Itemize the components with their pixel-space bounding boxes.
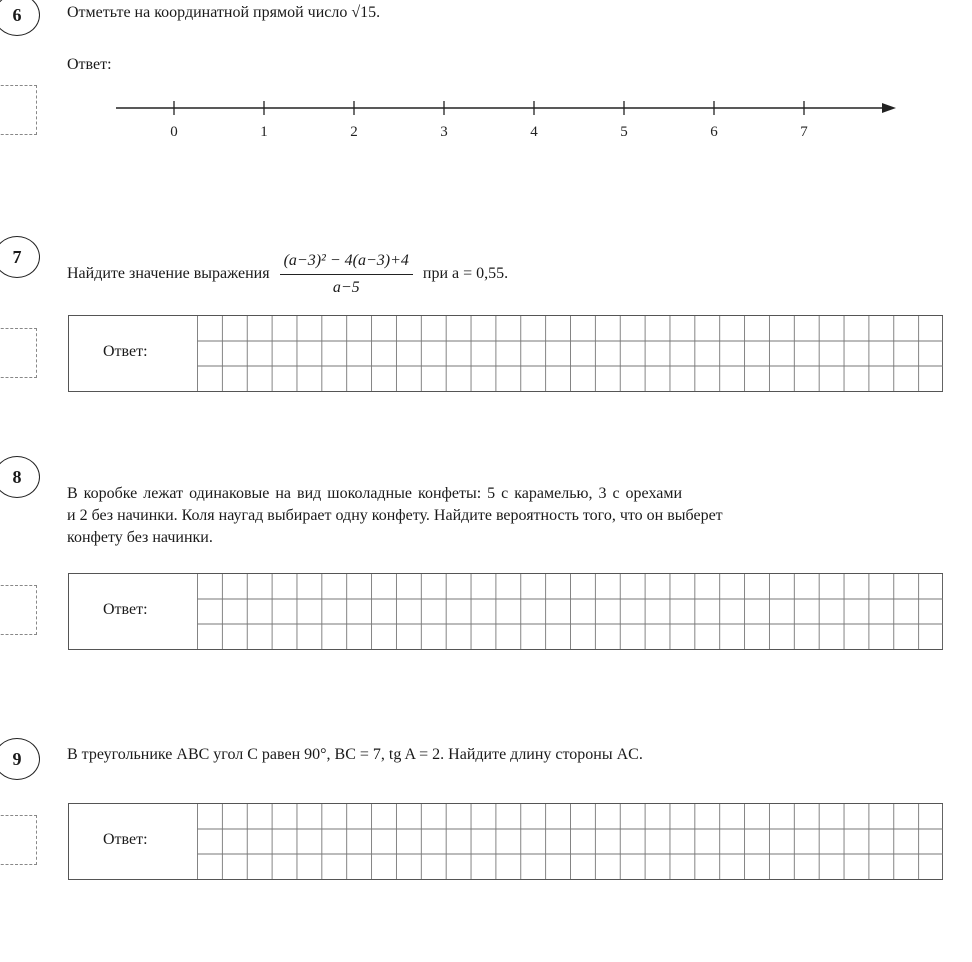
task-7-answer-box [68, 315, 943, 392]
number-line-tick-label: 1 [260, 124, 268, 140]
task-7-text-after: при a = 0,55. [422, 265, 509, 283]
task-7-text-before: Найдите значение выражения [67, 265, 270, 283]
task-7-denominator: a−5 [332, 279, 360, 296]
number-line-tick-label: 0 [170, 124, 178, 140]
task-8-text-line1: В коробке лежат одинаковые на вид шоколадные конфеты: 5 с карамелью, 3 с орехами [67, 485, 683, 502]
task-7-fraction [280, 250, 413, 299]
number-line-tick-label: 3 [440, 124, 448, 140]
task-number-9: 9 [0, 738, 40, 780]
number-line-tick-label: 2 [350, 124, 358, 140]
task-9-answer-grid[interactable] [197, 804, 943, 879]
task-7-answer-grid[interactable] [197, 316, 943, 391]
task-7-text [67, 250, 508, 299]
task-8-text-line2: и 2 без начинки. Коля наугад выбирает одну конфету. Найдите вероятность того, что он выберет [67, 507, 723, 524]
task-8-answer-grid[interactable] [197, 574, 943, 649]
number-line-tick-label: 4 [530, 124, 538, 140]
task-9-text: В треугольнике ABC угол C равен 90°, BC = 7, tg A = 2. Найдите длину стороны AC. [67, 746, 643, 763]
task-6-answer-label: Ответ: [67, 56, 112, 73]
task-number-6: 6 [0, 0, 40, 36]
number-line-arrow [882, 103, 896, 113]
task-7-side-box [0, 328, 37, 378]
task-number-7: 7 [0, 236, 40, 278]
number-line-tick-label: 5 [620, 124, 628, 140]
task-9-answer-label: Ответ: [103, 831, 148, 848]
task-7-numerator: (a−3)² − 4(a−3)+4 [280, 250, 413, 275]
number-line-tick-label: 7 [800, 124, 808, 140]
number-line[interactable] [0, 92, 972, 152]
number-line-tick-label: 6 [710, 124, 718, 140]
task-7-answer-label: Ответ: [103, 343, 148, 360]
task-8-answer-box [68, 573, 943, 650]
task-9-side-box [0, 815, 37, 865]
task-8-side-box [0, 585, 37, 635]
task-6-text: Отметьте на координатной прямой число √15. [67, 4, 381, 21]
task-number-8: 8 [0, 456, 40, 498]
task-8-text [67, 483, 723, 549]
task-8-answer-label: Ответ: [103, 601, 148, 618]
task-8-text-line3: конфету без начинки. [67, 529, 213, 546]
task-9-answer-box [68, 803, 943, 880]
